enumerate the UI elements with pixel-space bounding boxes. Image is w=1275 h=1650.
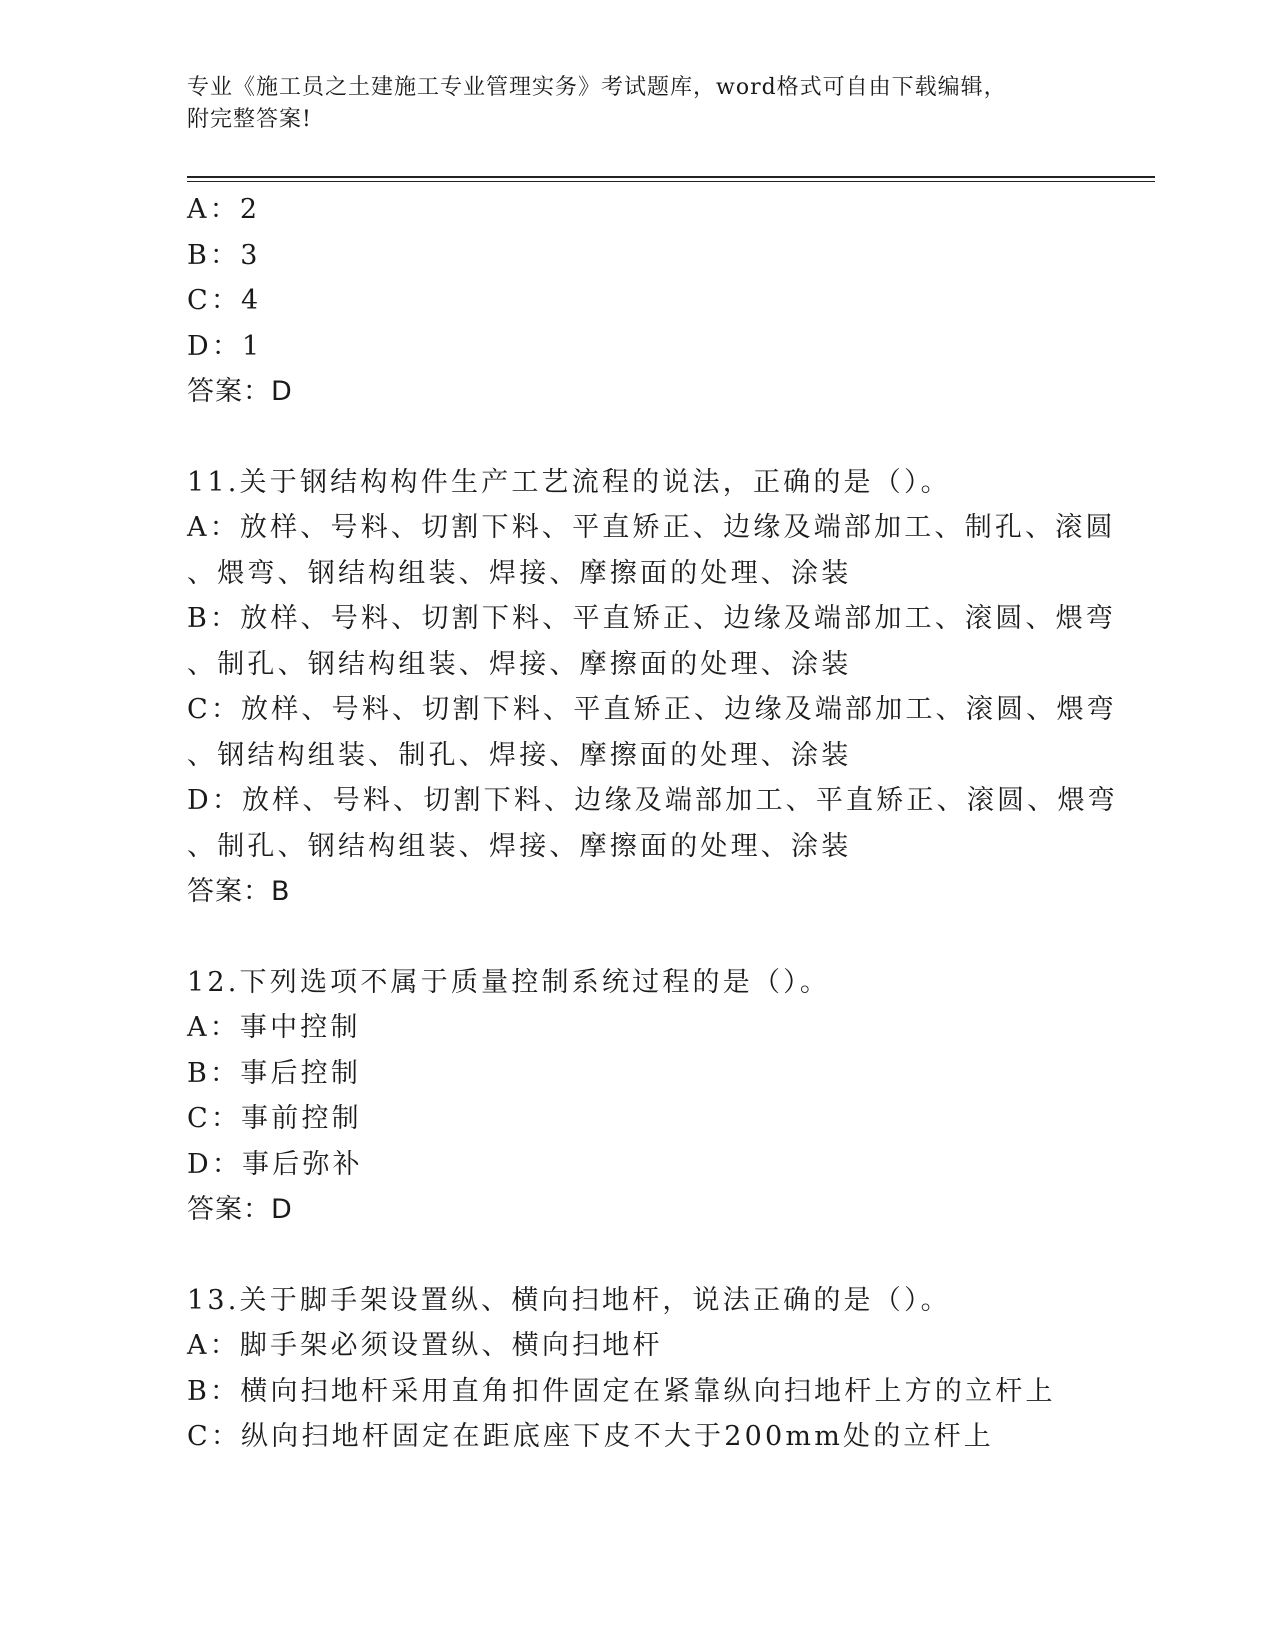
option-b-line-2: 、制孔、钢结构组装、焊接、摩擦面的处理、涂装 [187,648,852,680]
option-d: D：事后弥补 [187,1148,363,1180]
header-line-1: 专业《施工员之土建施工专业管理实务》考试题库，word格式可自由下载编辑， [187,75,1007,100]
previous-question-block [187,187,1157,415]
question-text: 13.关于脚手架设置纵、横向扫地杆，说法正确的是（）。 [187,1284,951,1316]
option-c-line-2: 、钢结构组装、制孔、焊接、摩擦面的处理、涂装 [187,739,852,771]
option-c-line-1: C：放样、号料、切割下料、平直矫正、边缘及端部加工、滚圆、煨弯 [187,694,1117,725]
option-a-line-2: 、煨弯、钢结构组装、焊接、摩擦面的处理、涂装 [187,557,852,589]
answer: 答案：D [187,1194,293,1225]
header-line-2: 附完整答案! [187,107,312,132]
option-c: C：事前控制 [187,1103,362,1134]
answer: 答案：B [187,876,291,907]
option-c: C：4 [187,285,262,316]
question-11-block [187,460,1157,915]
option-c: C：纵向扫地杆固定在距底座下皮不大于200mm处的立杆上 [187,1421,994,1452]
document-page [187,72,1157,1460]
option-d-line-2: 、制孔、钢结构组装、焊接、摩擦面的处理、涂装 [187,830,852,862]
question-text: 11.关于钢结构构件生产工艺流程的说法，正确的是（）。 [187,466,951,498]
question-text: 12.下列选项不属于质量控制系统过程的是（）。 [187,966,831,998]
option-a: A：事中控制 [187,1012,361,1043]
answer: 答案：D [187,376,293,407]
question-13-block [187,1278,1157,1460]
question-12-block [187,960,1157,1233]
option-b: B：3 [187,239,261,271]
option-b: B：横向扫地杆采用直角扣件固定在紧靠纵向扫地杆上方的立杆上 [187,1375,1056,1407]
header-divider [187,176,1155,182]
option-d: D：1 [187,330,263,362]
option-b-line-1: B：放样、号料、切割下料、平直矫正、边缘及端部加工、滚圆、煨弯 [187,603,1117,634]
option-a-line-1: A：放样、号料、切割下料、平直矫正、边缘及端部加工、制孔、滚圆 [187,512,1116,543]
option-d-line-1: D：放样、号料、切割下料、边缘及端部加工、平直矫正、滚圆、煨弯 [187,785,1118,816]
document-header [187,72,1067,136]
option-a: A：2 [187,194,261,225]
option-b: B：事后控制 [187,1057,362,1089]
option-a: A：脚手架必须设置纵、横向扫地杆 [187,1330,663,1361]
